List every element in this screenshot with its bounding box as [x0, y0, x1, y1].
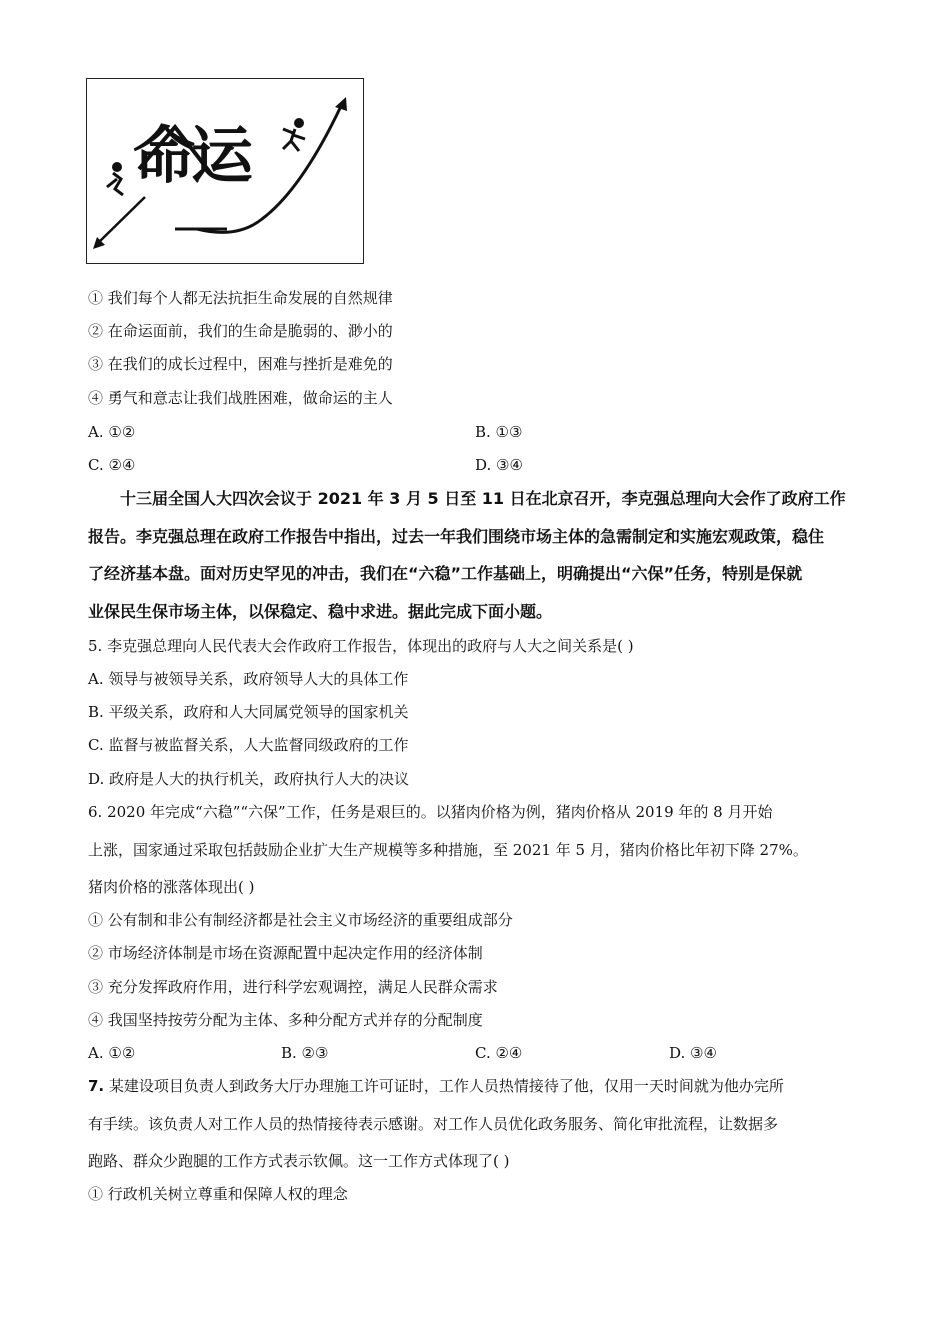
- q7-stem-line-2: 有手续。该负责人对工作人员的热情接待表示感谢。对工作人员优化政务服务、简化审批流程，让数据多: [88, 1115, 779, 1133]
- passage-line-4: 业保民生保市场主体，以保稳定、稳中求进。据此完成下面小题。: [88, 601, 553, 621]
- q5-option-c[interactable]: C. 监督与被监督关系，人大监督同级政府的工作: [88, 736, 409, 754]
- climbing-person-icon: [283, 118, 305, 151]
- q6-statement-4: ④ 我国坚持按劳分配为主体、多种分配方式并存的分配制度: [88, 1011, 483, 1029]
- q6-option-b[interactable]: B. ②③: [281, 1044, 329, 1062]
- fate-characters: 命运: [133, 119, 250, 192]
- q4-statement-3: ③ 在我们的成长过程中，困难与挫折是难免的: [88, 355, 393, 373]
- q7-stem-line-1: [88, 1076, 784, 1096]
- q4-option-d[interactable]: D. ③④: [475, 456, 523, 474]
- passage-line-3: 了经济基本盘。面对历史罕见的冲击，我们在“六稳”工作基础上，明确提出“六保”任务，特别是保就: [88, 564, 803, 583]
- q6-statement-2: ② 市场经济体制是市场在资源配置中起决定作用的经济体制: [88, 944, 483, 962]
- q5-option-b[interactable]: B. 平级关系，政府和人大同属党领导的国家机关: [88, 703, 409, 721]
- q7-number: 7.: [88, 1077, 105, 1095]
- q4-statement-2: ② 在命运面前，我们的生命是脆弱的、渺小的: [88, 322, 393, 340]
- q7-statement-1: ① 行政机关树立尊重和保障人权的理念: [88, 1185, 348, 1203]
- q4-statement-1: ① 我们每个人都无法抗拒生命发展的自然规律: [88, 289, 393, 307]
- q4-statement-4: ④ 勇气和意志让我们战胜困难，做命运的主人: [88, 389, 393, 407]
- q5-option-d[interactable]: D. 政府是人大的执行机关，政府执行人大的决议: [88, 770, 410, 788]
- q7-stem-text-1: 某建设项目负责人到政务大厅办理施工许可证时，工作人员热情接待了他，仅用一天时间就为他办完所: [104, 1077, 784, 1095]
- q6-statement-3: ③ 充分发挥政府作用，进行科学宏观调控，满足人民群众需求: [88, 978, 498, 996]
- q4-option-a[interactable]: A. ①②: [88, 423, 136, 441]
- falling-person-icon: [107, 162, 123, 195]
- passage-line-2: 报告。李克强总理在政府工作报告中指出，过去一年我们围绕市场主体的急需制定和实施宏观政策，稳住: [88, 526, 825, 546]
- q6-stem-line-3: 猪肉价格的涨落体现出( ): [88, 878, 255, 896]
- q6-stem-line-2: 上涨，国家通过采取包括鼓励企业扩大生产规模等多种措施，至 2021 年 5 月，猪肉价格比年初下降 27%。: [88, 841, 808, 859]
- q6-option-a[interactable]: A. ①②: [88, 1044, 136, 1062]
- fate-cartoon-figure: [86, 78, 364, 264]
- q6-statement-1: ① 公有制和非公有制经济都是社会主义市场经济的重要组成部分: [88, 911, 513, 929]
- q6-stem-line-1: 6. 2020 年完成“六稳”“六保”工作，任务是艰巨的。以猪肉价格为例，猪肉价格从 2019 年的 8 月开始: [88, 803, 773, 821]
- q5-stem: 5. 李克强总理向人民代表大会作政府工作报告，体现出的政府与人大之间关系是( ): [88, 637, 634, 655]
- passage-line-1: 十三届全国人大四次会议于 2021 年 3 月 5 日至 11 日在北京召开，李克强总理向大会作了政府工作: [120, 489, 846, 508]
- q4-option-c[interactable]: C. ②④: [88, 456, 136, 474]
- q5-option-a[interactable]: A. 领导与被领导关系，政府领导人大的具体工作: [88, 670, 409, 688]
- q6-option-d[interactable]: D. ③④: [669, 1044, 717, 1062]
- reading-passage: [88, 480, 862, 630]
- q6-option-c[interactable]: C. ②④: [475, 1044, 523, 1062]
- q4-option-b[interactable]: B. ①③: [475, 423, 523, 441]
- down-arrow-icon: [93, 197, 145, 249]
- q7-stem-line-3: 跑路、群众少跑腿的工作方式表示钦佩。这一工作方式体现了( ): [88, 1152, 510, 1170]
